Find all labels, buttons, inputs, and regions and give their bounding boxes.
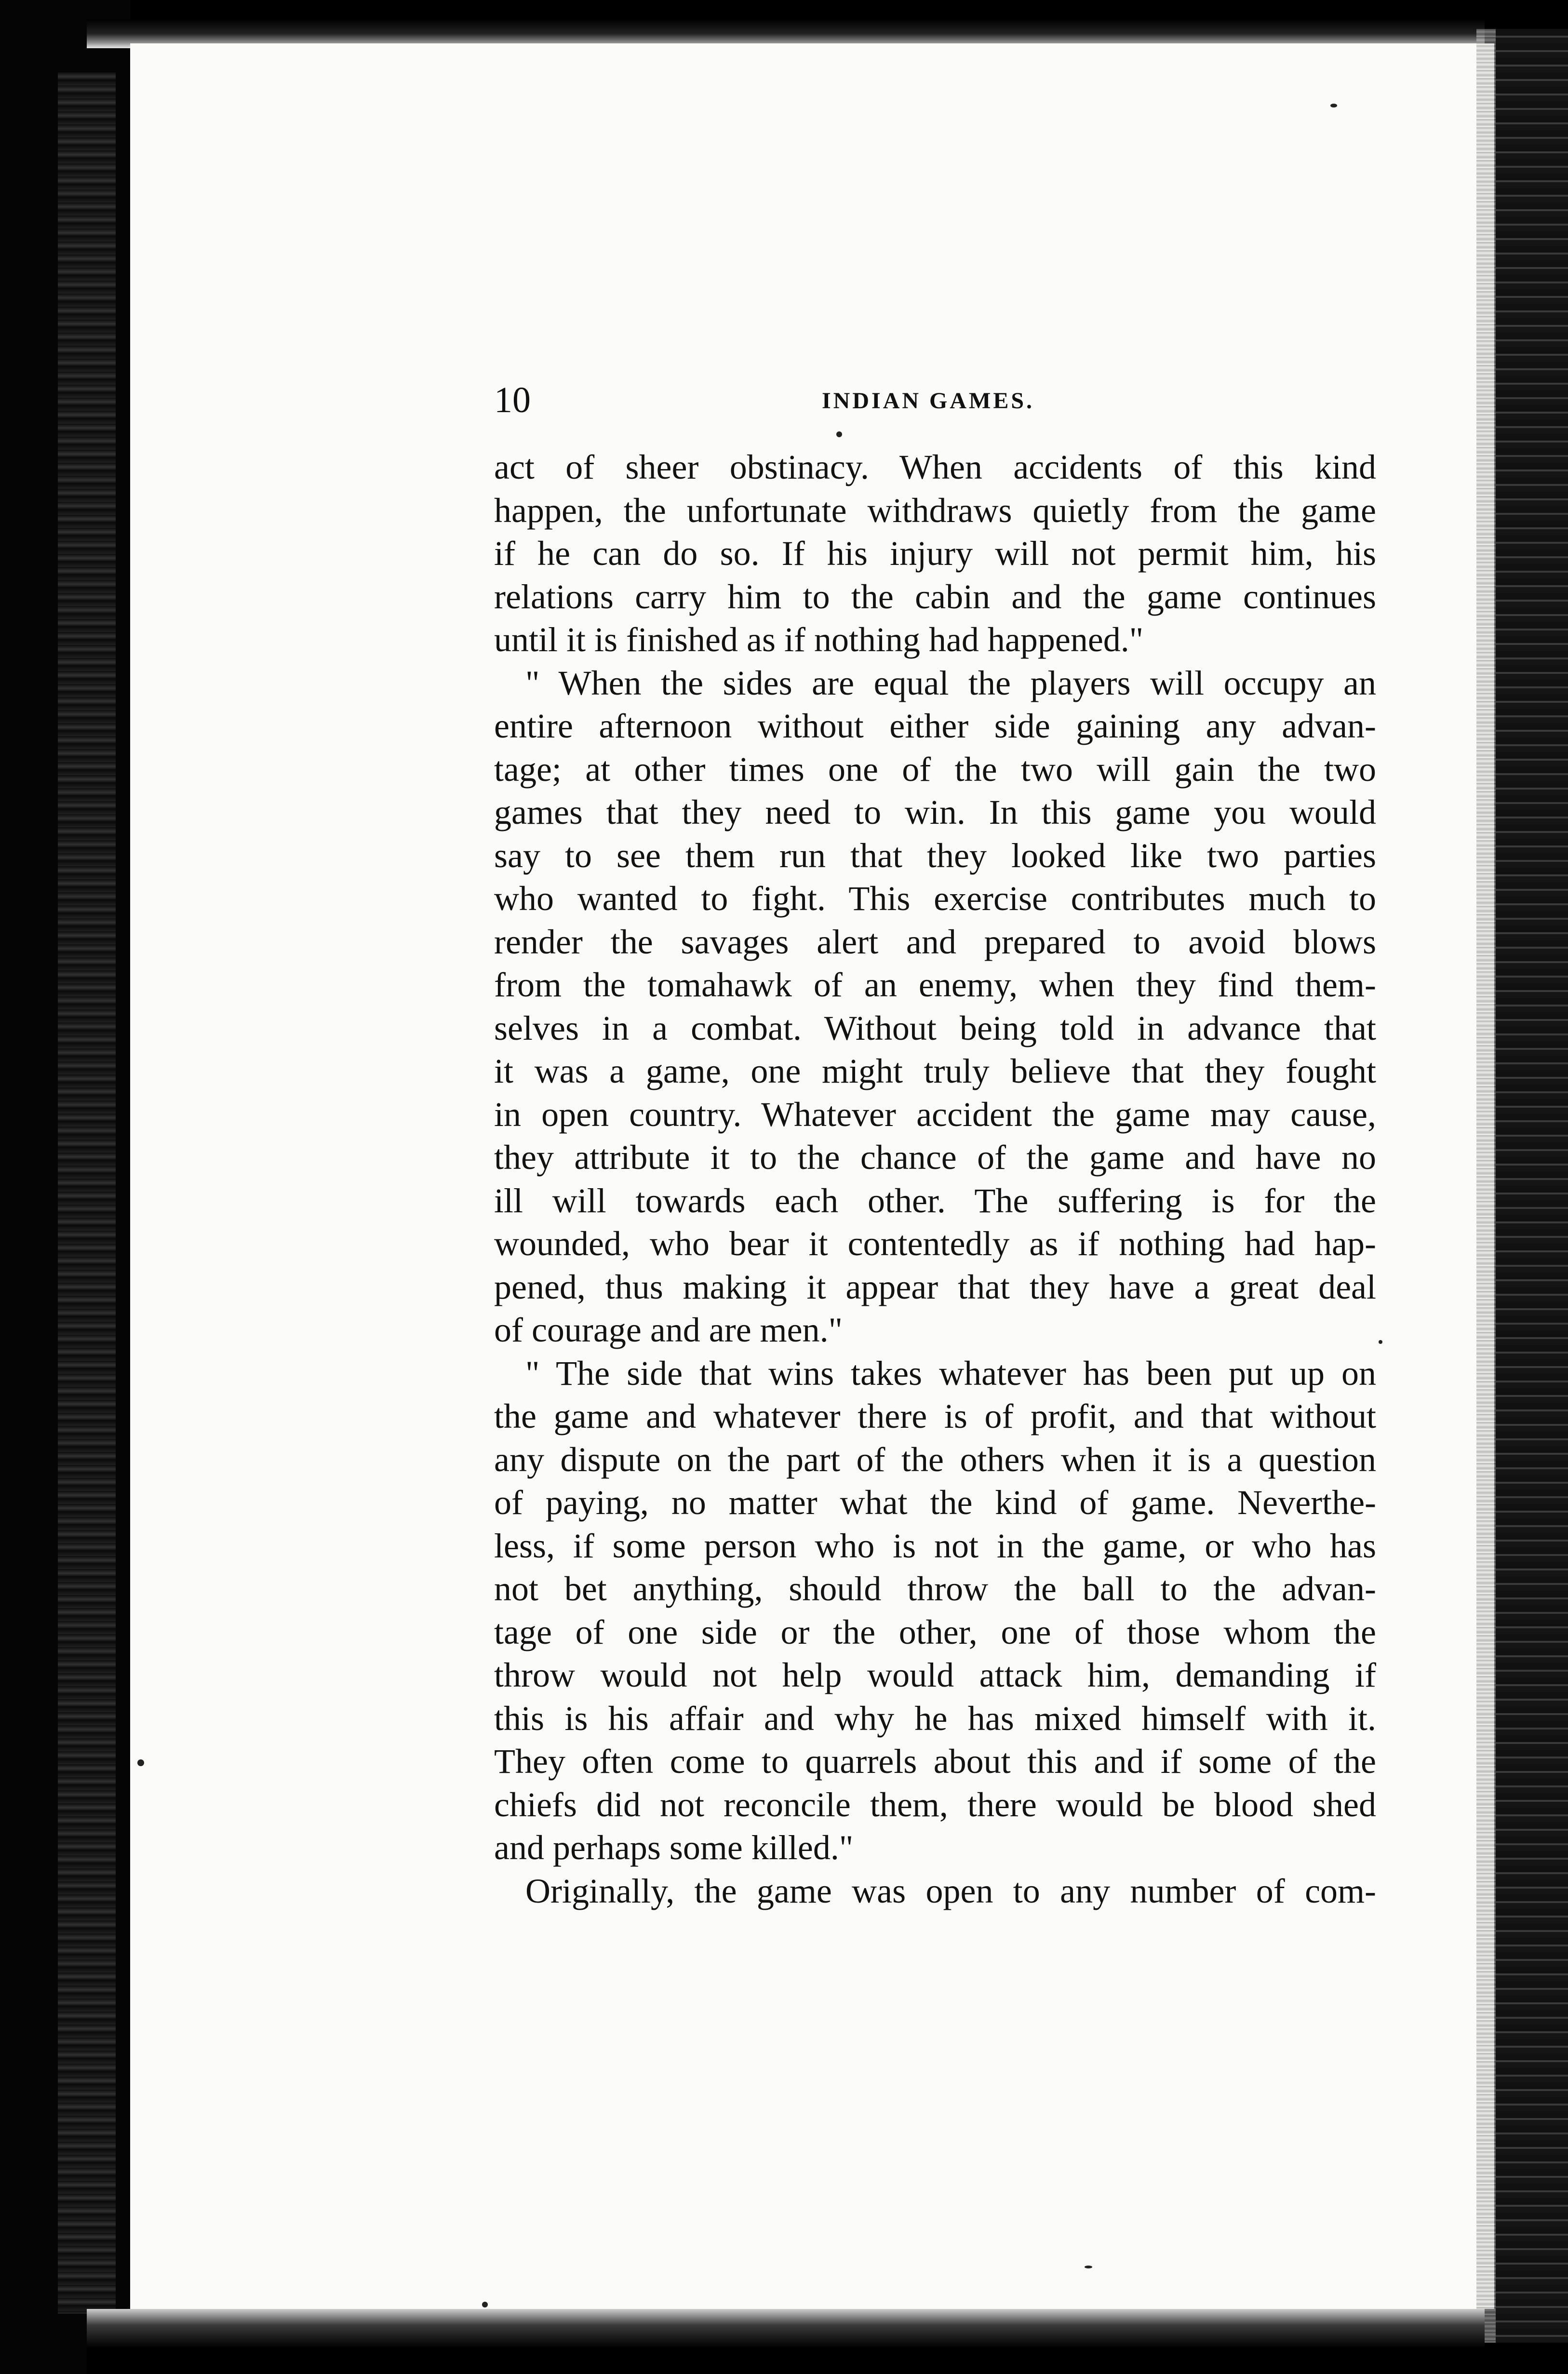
text-line: they attribute it to the chance of the game and have no [494,1138,1376,1177]
text-line: of paying, no matter what the kind of game. Neverthe- [494,1483,1376,1522]
text-line: from the tomahawk of an enemy, when they find them- [494,966,1376,1004]
text-line: Originally, the game was open to any number of com- [525,1871,1376,1910]
page-number: 10 [494,380,531,420]
paragraph-3 [494,1352,1376,1870]
text-line: happen, the unfortunate withdraws quietly from the game [494,491,1376,530]
running-head [494,378,1376,431]
text-line: " The side that wins takes whatever has been put up on [525,1354,1376,1393]
text-line: in open country. Whatever accident the game may cause, [494,1095,1376,1134]
text-line: of courage and are men." [494,1311,843,1349]
text-line: if he can do so. If his injury will not permit him, his [494,534,1376,573]
text-line: until it is finished as if nothing had happened." [494,620,1144,659]
text-line: throw would not help would attack him, demanding if [494,1656,1376,1694]
text-line: act of sheer obstinacy. When accidents of this kind [494,448,1376,486]
text-line: tage; at other times one of the two will gain the two [494,750,1376,789]
text-line: ill will towards each other. The suffering is for the [494,1181,1376,1220]
paragraph-4 [494,1870,1376,1913]
text-line: tage of one side or the other, one of those whom the [494,1612,1376,1651]
text-line: games that they need to win. In this game you would [494,793,1376,832]
text-line: any dispute on the part of the others when it is a question [494,1440,1376,1479]
text-line: render the savages alert and prepared to avoid blows [494,922,1376,961]
text-line: chiefs did not reconcile them, there would be blood shed [494,1785,1376,1824]
paragraph-1 [494,446,1376,662]
text-line: say to see them run that they looked like two parties [494,836,1376,875]
paragraph-2 [494,662,1376,1352]
scan-speck [836,431,842,437]
text-line: this is his affair and why he has mixed himself with it. [494,1699,1376,1738]
text-line: entire afternoon without either side gaining any advan- [494,707,1376,745]
text-line: selves in a combat. Without being told in advance that [494,1008,1376,1047]
scan-speck [1085,2266,1092,2268]
scan-border-right-texture [1476,29,1496,2343]
scan-speck [1379,1340,1382,1344]
text-line: and perhaps some killed." [494,1828,854,1867]
text-line: the game and whatever there is of profit, and that without [494,1397,1376,1435]
scan-speck [482,2302,488,2307]
text-line: less, if some person who is not in the game, or who has [494,1526,1376,1565]
scan-border-left-texture [58,72,116,2314]
text-line: They often come to quarrels about this and if some of the [494,1742,1376,1781]
text-line: it was a game, one might truly believe that they fought [494,1052,1376,1090]
scan-speck [137,1759,144,1766]
text-line: pened, thus making it appear that they have a great deal [494,1267,1376,1306]
text-line: who wanted to fight. This exercise contributes much to [494,879,1376,918]
scan-border-right [1496,29,1568,2343]
scan-border-bottom [87,2309,1485,2374]
body-text [494,446,1376,1913]
text-line: " When the sides are equal the players will occupy an [525,663,1376,702]
running-title: INDIAN GAMES. [822,388,1035,414]
text-line: not bet anything, should throw the ball to the advan- [494,1569,1376,1608]
scan-speck [1330,104,1337,107]
text-line: wounded, who bear it contentedly as if nothing had hap- [494,1224,1376,1263]
text-line: relations carry him to the cabin and the game continues [494,577,1376,616]
